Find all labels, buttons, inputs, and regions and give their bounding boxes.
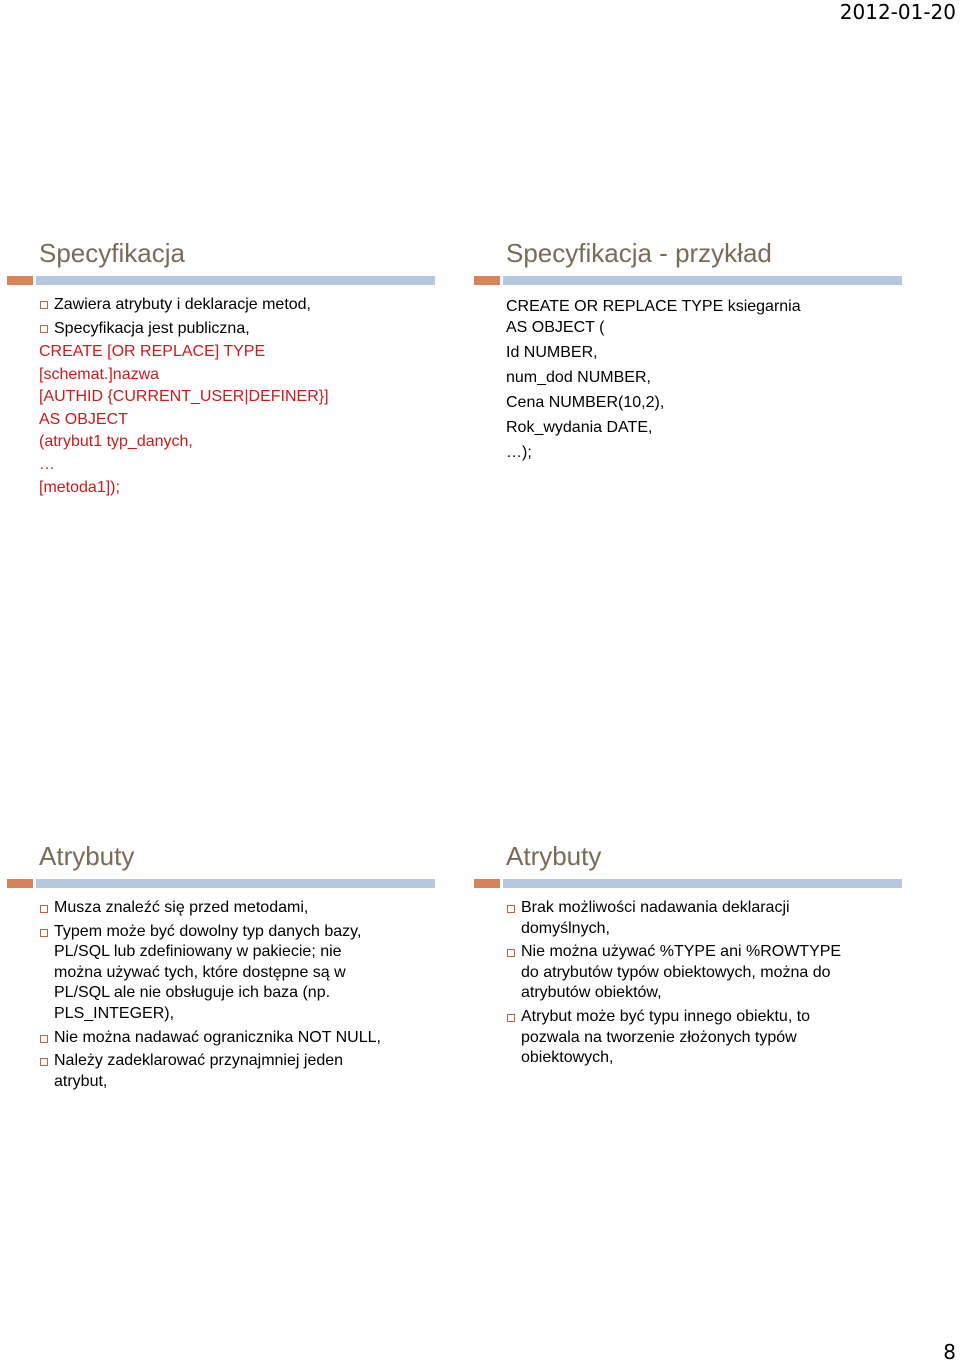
code-line: …);: [506, 444, 532, 461]
square-bullet-icon: [40, 325, 48, 333]
syntax-line: [metoda1]);: [39, 478, 120, 496]
page-number: 8: [943, 1340, 956, 1364]
code-line: num_dod NUMBER,: [506, 369, 651, 386]
syntax-line: [schemat.]nazwa: [39, 365, 160, 383]
title-divider: [7, 879, 435, 888]
square-bullet-icon: [40, 905, 48, 913]
square-bullet-icon: [507, 1014, 515, 1022]
bullet-item: Atrybut może być typu innego obiektu, to pozwala na tworzenie złożonych typów obiektowych,: [506, 1007, 896, 1069]
square-bullet-icon: [40, 929, 48, 937]
syntax-line: (atrybut1 typ_danych,: [39, 433, 193, 451]
title-divider: [474, 879, 902, 888]
code-line: Rok_wydania DATE,: [506, 419, 653, 436]
syntax-line: …: [39, 455, 55, 473]
title-divider: [474, 276, 902, 285]
code-line: CREATE OR REPLACE TYPE ksiegarnia: [506, 298, 801, 315]
slide-title: Atrybuty: [39, 841, 135, 871]
document-date: 2012-01-20: [839, 0, 956, 24]
slide-title: Atrybuty: [506, 841, 602, 871]
code-block: [506, 296, 896, 467]
code-line: AS OBJECT (: [506, 319, 605, 336]
bullet-item: Nie można nadawać ogranicznika NOT NULL,: [39, 1028, 429, 1049]
bullet-item: Typem może być dowolny typ danych bazy, PL/SQL lub zdefiniowany w pakiecie; nie można używać tych, które dostępne są w PL/SQL ale nie obsługuje ich baza (np. PLS_INTEGER),: [39, 922, 429, 1025]
bullet-item: Specyfikacja jest publiczna,: [39, 318, 429, 339]
syntax-line: CREATE [OR REPLACE] TYPE: [39, 343, 266, 360]
syntax-line: AS OBJECT: [39, 410, 128, 428]
slide-title: Specyfikacja: [39, 238, 185, 268]
bullet-item: Brak możliwości nadawania deklaracji domyślnych,: [506, 898, 896, 939]
square-bullet-icon: [40, 1035, 48, 1043]
syntax-line: [AUTHID {CURRENT_USER|DEFINER}]: [39, 388, 329, 406]
title-divider: [7, 276, 435, 285]
square-bullet-icon: [507, 905, 515, 913]
bullet-item: Zawiera atrybuty i deklaracje metod,: [39, 294, 429, 315]
code-line: Id NUMBER,: [506, 344, 598, 361]
syntax-block: [39, 341, 429, 499]
bullet-item: Należy zadeklarować przynajmniej jeden atrybut,: [39, 1051, 429, 1092]
slide-title: Specyfikacja - przykład: [506, 238, 772, 268]
square-bullet-icon: [507, 949, 515, 957]
bullet-item: Musza znaleźć się przed metodami,: [39, 898, 429, 919]
code-line: Cena NUMBER(10,2),: [506, 394, 665, 411]
bullet-item: Nie można używać %TYPE ani %ROWTYPE do atrybutów typów obiektowych, można do atrybutów obiektów,: [506, 942, 896, 1004]
square-bullet-icon: [40, 301, 48, 309]
square-bullet-icon: [40, 1058, 48, 1066]
